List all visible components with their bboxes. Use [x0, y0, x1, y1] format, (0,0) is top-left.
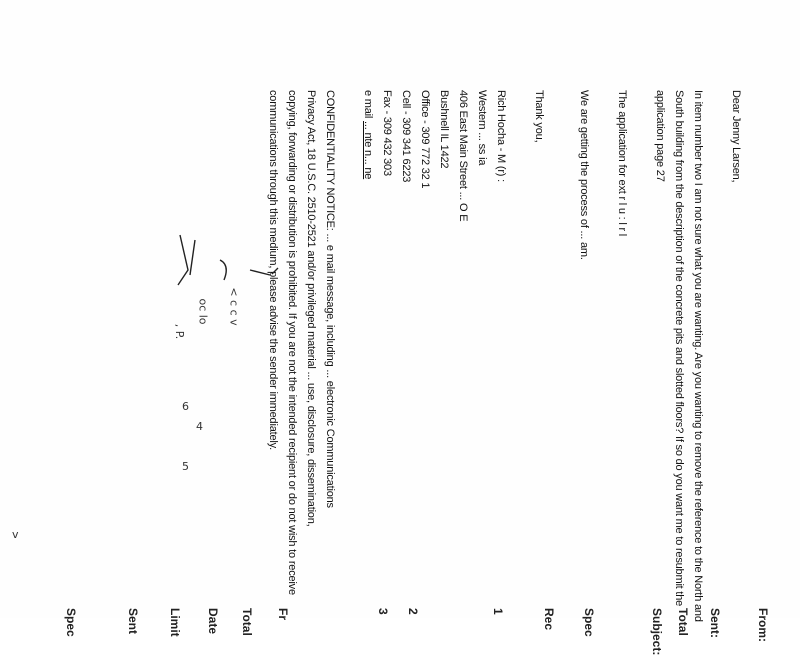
- header-col: Sent: [126, 608, 140, 635]
- header-col: 3: [376, 608, 390, 615]
- signature-city: Bushnell IL 1422: [438, 90, 450, 169]
- header-col: Rec: [542, 608, 556, 631]
- header-col: Fr: [276, 608, 290, 620]
- header-from-label: From:: [756, 608, 770, 642]
- handwritten-mark: 6: [182, 400, 189, 413]
- paragraph-line: In item number two I am not sure what you are wanting. Are you wanting to remove the reference to the North and: [692, 90, 704, 622]
- signature-fax: Fax - 309 432 303: [381, 90, 393, 176]
- header-col: 1: [491, 608, 505, 615]
- closing-thanks: Thank you,: [533, 90, 545, 143]
- signature-scribble: [160, 230, 290, 290]
- scan-speck: v: [12, 528, 19, 541]
- confidentiality-line: communications through this medium, please advise the sender immediately.: [267, 90, 279, 450]
- handwritten-mark: < c c v: [227, 287, 241, 326]
- email-link[interactable]: ... nte n... ne: [362, 121, 374, 180]
- header-subject-label: Subject:: [650, 608, 664, 655]
- email-prefix: e mail: [362, 90, 374, 119]
- paragraph-process: We are getting the process of ... am.: [578, 90, 590, 260]
- header-to-label: Total: [676, 608, 690, 636]
- signature-office-phone: Office - 309 772 32 1: [419, 90, 431, 189]
- handwritten-mark: 4: [196, 420, 203, 433]
- header-col: Spec: [64, 608, 78, 637]
- signature-name: Rich Hocha - M (r) :: [495, 90, 507, 182]
- header-col: Date: [206, 608, 220, 635]
- handwritten-mark: 5: [182, 460, 189, 473]
- salutation: Dear Jenny Larsen,: [730, 90, 742, 183]
- handwritten-mark: oc lo: [196, 298, 210, 325]
- paragraph-application: The application for ext r l u : l r l: [616, 90, 628, 237]
- header-sent-label: Sent:: [708, 608, 722, 638]
- header-attach-label: Spec: [582, 608, 596, 637]
- signature-email-line: [358, 90, 377, 540]
- confidentiality-line: Privacy Act, 18 U.S.C. 2510-2521 and/or privileged material ... use, disclosure, dissemination,: [305, 90, 317, 527]
- signature-cell-phone: Cell - 309 341 6223: [400, 90, 412, 183]
- paragraph-line: application page 27: [654, 90, 666, 182]
- signature-company: Western ... ss ia: [476, 90, 488, 166]
- confidentiality-line: CONFIDENTIALITY NOTICE: ... e mail message, including ... electronic Communications: [324, 90, 336, 508]
- header-col: Total: [240, 608, 254, 636]
- signature-street: 406 East Main Street ... O E: [457, 90, 469, 222]
- header-col: 2: [406, 608, 420, 615]
- handwritten-mark: , P.: [173, 323, 187, 340]
- header-col: Limit: [168, 608, 182, 637]
- confidentiality-line: copying, forwarding or distribution is prohibited. If you are not the intended recipient or do not wish to receive: [286, 90, 298, 595]
- paragraph-line: South building from the description of the concrete pits and slotted floors? If so do you want me to resubmit the: [673, 90, 685, 607]
